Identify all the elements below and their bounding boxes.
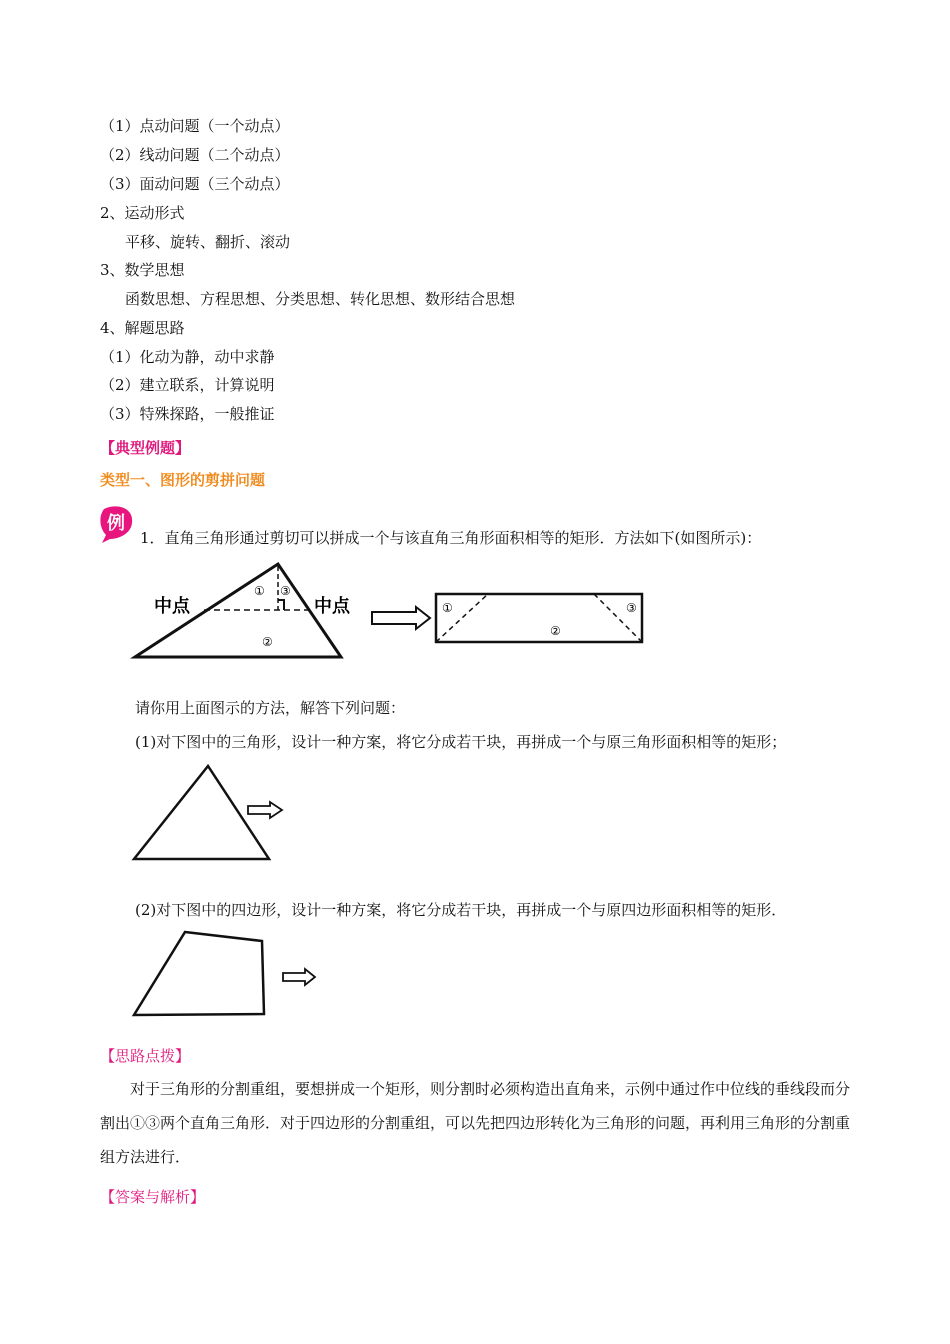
question-1-figure — [130, 762, 290, 864]
example-badge — [98, 505, 138, 547]
list-item-idea-1: （1）化动为静，动中求静 — [100, 348, 275, 366]
piece-3-label: ③ — [280, 584, 291, 598]
example-badge-text: 例 — [107, 513, 125, 534]
hint-body: 对于三角形的分割重组，要想拼成一个矩形，则分割时必须构造出直角来，示例中通过作中位线的垂线段而分割出①③两个直角三角形．对于四边形的分割重组，可以先把四边形转化为三角形的问题，再利用三角形的分割重组方法进行． — [100, 1080, 851, 1166]
arrow-icon-q1 — [248, 802, 282, 818]
right-angle-mark — [278, 600, 284, 610]
list-item-idea-2: （2）建立联系，计算说明 — [100, 376, 275, 394]
arrow-icon-q2 — [283, 969, 315, 985]
arrow-icon — [372, 607, 430, 629]
midpoint-label-right: 中点 — [314, 596, 350, 617]
type-title: 类型一、图形的剪拼问题 — [100, 471, 266, 489]
rect-piece-3-label: ③ — [626, 601, 637, 615]
hint-title: 【思路点拨】 — [100, 1047, 191, 1065]
example-badge-icon — [98, 505, 138, 543]
piece-2-label: ② — [262, 635, 273, 649]
math-thought-body: 函数思想、方程思想、分类思想、转化思想、数形结合思想 — [125, 290, 516, 308]
motion-form-body: 平移、旋转、翻折、滚动 — [125, 233, 291, 251]
heading-motion-form: 2、运动形式 — [100, 204, 185, 222]
list-item-point-motion: （1）点动问题（一个动点） — [100, 117, 290, 135]
question-2: (2)对下图中的四边形，设计一种方案，将它分成若干块，再拼成一个与原四边形面积相等的矩形． — [135, 901, 787, 919]
result-rectangle — [436, 594, 642, 642]
rect-piece-2-label: ② — [550, 624, 561, 638]
question-2-figure — [130, 926, 330, 1020]
list-item-plane-motion: （3）面动问题（三个动点） — [100, 175, 290, 193]
list-item-idea-3: （3）特殊探路，一般推证 — [100, 405, 275, 423]
piece-1-label: ① — [254, 584, 265, 598]
prompt-text: 请你用上面图示的方法，解答下列问题： — [135, 699, 406, 717]
list-item-line-motion: （2）线动问题（二个动点） — [100, 146, 290, 164]
quadrilateral-shape — [134, 932, 264, 1015]
rect-piece-1-label: ① — [442, 601, 453, 615]
example-figure — [130, 560, 650, 670]
question-1: (1)对下图中的三角形，设计一种方案，将它分成若干块，再拼成一个与原三角形面积相等的矩形； — [135, 733, 787, 751]
heading-math-thought: 3、数学思想 — [100, 261, 185, 279]
heading-solving-idea: 4、解题思路 — [100, 319, 185, 337]
example-text: 1．直角三角形通过剪切可以拼成一个与该直角三角形面积相等的矩形．方法如下(如图所示)： — [140, 529, 762, 547]
section-title: 【典型例题】 — [100, 439, 191, 457]
midpoint-label-left: 中点 — [154, 596, 190, 617]
answer-title: 【答案与解析】 — [100, 1188, 206, 1206]
